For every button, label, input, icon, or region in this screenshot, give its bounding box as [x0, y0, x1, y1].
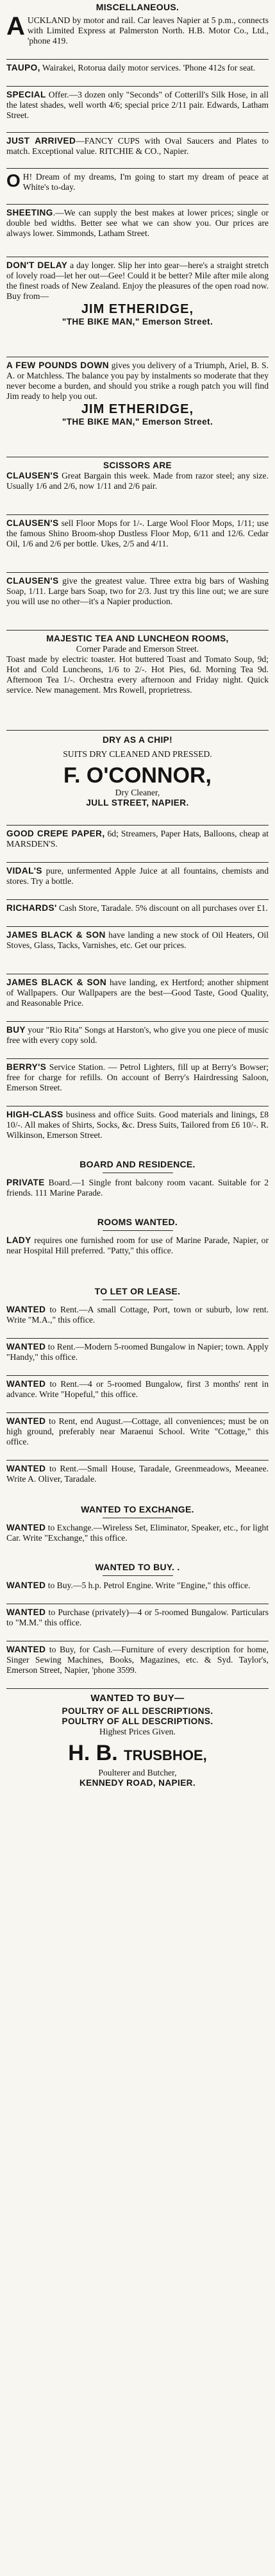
ad-subhead: Dry Cleaner, [115, 788, 160, 797]
ad-lead: BERRY'S [6, 1062, 47, 1072]
ad-lead: SHEETING [6, 208, 53, 217]
ad-text: 6d; Streamers, Paper Hats, Balloons, cheap at MARSDEN'S. [6, 829, 269, 849]
section-heading-board: BOARD AND RESIDENCE. [79, 1159, 196, 1169]
ad-subhead: Highest Prices Given. [99, 1727, 176, 1736]
ad-signature-initials: H. B. [68, 1741, 118, 1765]
ad-headline: DRY AS A CHIP! [102, 735, 173, 745]
ad-crepe-paper [6, 829, 269, 849]
ad-text: to Rent.—Modern 5-roomed Bungalow in Napier; town. Apply "Handy," this office. [6, 1342, 269, 1362]
ad-wanted-rent-hopeful [6, 1379, 269, 1400]
section-heading-miscellaneous: MISCELLANEOUS. [96, 2, 179, 12]
ad-wanted-rent-cottage [6, 1305, 269, 1325]
divider [6, 1375, 269, 1376]
drop-cap: A [6, 12, 25, 40]
ad-lead: SPECIAL [6, 90, 46, 99]
ad-lead: HIGH-CLASS [6, 1110, 63, 1119]
ad-lead: DON'T DELAY [6, 260, 68, 270]
ad-wanted-rent-bungalow [6, 1342, 269, 1362]
ad-buy-bungalow [6, 1607, 269, 1628]
ad-vidals [6, 866, 269, 886]
ad-text: to Purchase (privately)—4 or 5-roomed Bungalow. Particulars to "M.M." this office. [6, 1607, 269, 1627]
ad-text: Board.—1 Single front balcony room vacant. Suitable for 2 friends. 111 Marine Parade. [6, 1178, 269, 1198]
ad-signature [6, 1741, 269, 1768]
ad-lead: WANTED [6, 1342, 46, 1352]
ad-text: have landing, ex Hertford; another shipment of Wallpapers. Our Wallpapers are the best—Good Taste, Good Quality, and Reasonable Price. [6, 978, 269, 1008]
ad-text: to Rent.—A small Cottage, Port, town or suburb, low rent. Write "M.A.," this office. [6, 1305, 269, 1325]
ad-text: to Exchange.—Wireless Set, Eliminator, Speaker, etc., for light Car. Write "Exchange," this office. [6, 1523, 269, 1543]
ad-james-black-heaters [6, 930, 269, 951]
ad-text: have landing a new stock of Oil Heaters, Oil Stoves, Glass, Tacks, Varnishes, etc. Get our prices. [6, 930, 269, 950]
ad-text: pure, unfermented Apple Juice at all fountains, chemists and stores. Try a bottle. [6, 866, 269, 886]
ad-high-class-suits [6, 1110, 269, 1140]
ad-text: UCKLAND by motor and rail. Car leaves Napier at 5 p.m., connects with Limited Express at Palmerston North. H.B. Motor Co., Ltd., 'phone 419. [27, 15, 269, 46]
ad-private-board [6, 1178, 269, 1198]
ad-text: .—We can supply the best makes at lower prices; single or double bed widths. Better see what we can show you. Our prices are always lower. Simmonds, Latham Street. [6, 208, 269, 238]
ad-text: a day longer. Slip her into gear—here's a straight stretch of lovely road—let her out—Gee! Could it be better? Mile after mile along the finest roads of New Zealand. Enjoy the pleasures of the open road now. Buy from— [6, 260, 269, 301]
divider [6, 825, 269, 826]
section-heading-rooms-wanted: ROOMS WANTED. [97, 1217, 178, 1227]
ad-lead: RICHARDS' [6, 903, 57, 913]
ad-lead: CLAUSEN'S [6, 518, 59, 528]
ad-rio-rita [6, 1025, 269, 1046]
ad-text: to Buy, for Cash.—Furniture of every description for home, Singer Sewing Machines, Books, Magazines, etc. & Syd. Taylor's, Emerson Street, Napier, 'phone 3599. [6, 1645, 269, 1675]
ad-text: sell Floor Mops for 1/-. Large Wool Floor Mops, 1/11; use the famous Shino Broom-shop Dustless Floor Mop, 6/11 and 12/6. Cedar Oil, 1/6 and 2/6 per bottle. Ukes, 2/5 and 4/11. [6, 518, 269, 548]
ad-wanted-rent-august [6, 1416, 269, 1447]
ad-lead: WANTED [6, 1523, 46, 1532]
ad-text: to Rent, end August.—Cottage, all conveniences; must be on high ground, preferably near Maraenui School. Write "Cottage," this office. [6, 1416, 269, 1446]
ad-signature-name: TRUSBHOE, [124, 1747, 207, 1763]
divider [103, 1575, 173, 1576]
ad-address: JULL STREET, NAPIER. [86, 798, 189, 808]
ad-text: business and office Suits. Good materials and linings, £8 10/-. All makes of Shirts, Socks, &c. Dress Suits, Tailored from £6 10/-. R. Wilkinson, Emerson Street. [6, 1110, 269, 1140]
ad-signature: JIM ETHERIDGE, [81, 402, 194, 416]
divider [6, 204, 269, 205]
ad-lead: WANTED [6, 1379, 46, 1389]
ad-text: to Buy.—5 h.p. Petrol Engine. Write "Engine," this office. [46, 1580, 251, 1590]
ad-subhead: Corner Parade and Emerson Street. [76, 644, 199, 654]
ad-lead: GOOD CREPE PAPER, [6, 829, 105, 838]
ad-text: Toast made by electric toaster. Hot buttered Toast and Tomato Soup, 9d; Hot and Cold Luncheons, 1/6 to 2/-. Hot Pies, 6d. Morning Tea 9d. Afternoon Tea 1/-. Orchestra every afternoon and Friday night. Quick service. New management. Mrs Rowell, proprietress. [6, 654, 269, 695]
divider [6, 730, 269, 731]
ad-buy-engine [6, 1580, 269, 1591]
divider [6, 514, 269, 515]
ad-lead: WANTED [6, 1305, 46, 1314]
ad-majestic-tea [6, 634, 269, 695]
divider [6, 926, 269, 927]
ad-lead: WANTED [6, 1464, 46, 1473]
ad-wanted-rent-taradale [6, 1464, 269, 1484]
ad-richards [6, 903, 269, 913]
divider [6, 1338, 269, 1339]
ad-address: "THE BIKE MAN," Emerson Street. [62, 417, 213, 427]
ad-dont-delay [6, 260, 269, 327]
drop-cap: O [6, 171, 21, 191]
ad-text: gives you delivery of a Triumph, Ariel, B. S. A. or Matchless. The balance you pay by instalments so moderate that they never become a burden, and should you strike a rough patch you will find Jim ready to help you out. [6, 360, 269, 401]
ad-headline: MAJESTIC TEA AND LUNCHEON ROOMS, [46, 634, 229, 643]
ad-text: Great Bargain this week. Made from razor steel; any size. Usually 1/6 and 2/6, now 1/11 and 2/6 pair. [6, 471, 269, 491]
divider [6, 1058, 269, 1059]
ad-lead: CLAUSEN'S [6, 471, 59, 480]
ad-lead: WANTED [6, 1607, 46, 1617]
ad-special-hose [6, 90, 269, 121]
ad-few-pounds [6, 360, 269, 427]
ad-address: "THE BIKE MAN," Emerson Street. [62, 317, 213, 326]
ad-lead: LADY [6, 1235, 31, 1245]
ad-auckland-motor [6, 12, 269, 46]
divider [6, 1412, 269, 1413]
ad-text: H! Dream of my dreams, I'm going to start my dream of peace at White's to-day. [22, 172, 269, 192]
ad-text: Wairakei, Rotorua daily motor services. 'Phone 412s for seat. [40, 63, 256, 72]
divider [6, 630, 269, 631]
ad-oh-dream [6, 172, 269, 192]
ad-subhead: POULTRY OF ALL DESCRIPTIONS. [62, 1716, 213, 1726]
ad-lead: WANTED [6, 1416, 46, 1426]
ad-subhead: SUITS DRY CLEANED AND PRESSED. [63, 749, 212, 759]
section-heading-to-let: TO LET OR LEASE. [94, 1286, 181, 1296]
ad-clausens-washing [6, 576, 269, 607]
ad-text: to Rent.—Small House, Taradale, Greenmeadows, Meeanee. Write A. Oliver, Taradale. [6, 1464, 269, 1484]
divider [103, 1230, 173, 1231]
divider [6, 168, 269, 169]
section-heading-to-buy: WANTED TO BUY. . [95, 1562, 180, 1572]
ad-headline: SCISSORS ARE [103, 461, 172, 470]
ad-signature: F. O'CONNOR, [63, 763, 212, 788]
ad-lead: A FEW POUNDS DOWN [6, 360, 109, 370]
ad-text: —FANCY CUPS with Oval Saucers and Plates to match. Exceptional value. RITCHIE & CO., Napier. [6, 136, 269, 156]
ad-lead: CLAUSEN'S [6, 576, 59, 586]
divider [6, 1021, 269, 1022]
ad-lead: WANTED [6, 1580, 46, 1590]
ad-trusbhoe-poultry [6, 1693, 269, 1788]
ad-address: KENNEDY ROAD, NAPIER. [79, 1778, 196, 1788]
ad-clausens-scissors [6, 461, 269, 491]
ad-lead: PRIVATE [6, 1178, 45, 1187]
section-heading-exchange: WANTED TO EXCHANGE. [81, 1504, 194, 1514]
ad-berrys [6, 1062, 269, 1093]
divider [6, 1688, 269, 1689]
ad-text: give the greatest value. Three extra big bars of Washing Soap, 1/11. Large bars Soap, two for 2/3. Just try this line out; we are sure you will use no other—it's a Napier production. [6, 576, 269, 606]
ad-text: requires one furnished room for use of Marine Parade, Napier, or near Hospital Hill preferred. "Patty," this office. [6, 1235, 269, 1255]
ad-lead: JAMES BLACK & SON [6, 930, 106, 940]
divider [6, 59, 269, 60]
ad-sheeting [6, 208, 269, 239]
ad-james-black-wallpaper [6, 978, 269, 1008]
ad-text: Service Station. — Petrol Lighters, fill up at Berry's Bowser; free for charge for refills. On account of Berry's Hairdressing Saloon, Emerson Street. [6, 1062, 269, 1092]
ad-text: Offer.—3 dozen only "Seconds" of Cotterill's Silk Hose, in all the latest shades, well worth 4/6; special price 2/11 pair. Edwards, Latham Street. [6, 90, 269, 120]
ad-signature: JIM ETHERIDGE, [81, 302, 194, 316]
divider [6, 86, 269, 87]
divider [6, 1460, 269, 1461]
ad-clausens-mops [6, 518, 269, 549]
ad-subhead: Poulterer and Butcher, [98, 1768, 177, 1777]
ad-text: Cash Store, Taradale. 5% discount on all purchases over £1. [56, 903, 268, 913]
ad-text: to Rent.—4 or 5-roomed Bungalow, first 3 months' rent in advance. Write "Hopeful," this office. [6, 1379, 269, 1399]
ad-lead: VIDAL'S [6, 866, 42, 876]
divider [6, 132, 269, 133]
ad-lead: TAUPO, [6, 63, 40, 72]
ad-lead: WANTED [6, 1645, 46, 1654]
ad-subhead: POULTRY OF ALL DESCRIPTIONS. [62, 1706, 213, 1716]
divider [6, 862, 269, 863]
ad-headline: WANTED TO BUY— [90, 1693, 185, 1704]
ad-lead: BUY [6, 1025, 26, 1035]
ad-fancy-cups [6, 136, 269, 157]
ad-exchange-wireless [6, 1523, 269, 1543]
ad-lead: JAMES BLACK & SON [6, 978, 107, 987]
ad-taupo [6, 63, 269, 73]
divider [6, 899, 269, 900]
divider [6, 572, 269, 573]
ad-oconnor-dry-cleaner [6, 735, 269, 808]
ad-lead: JUST ARRIVED [6, 136, 76, 146]
ad-text: your "Rio Rita" Songs at Harston's, who give you one piece of music free with every copy sold. [6, 1025, 269, 1045]
ad-buy-furniture [6, 1645, 269, 1675]
ad-lady-room [6, 1235, 269, 1256]
